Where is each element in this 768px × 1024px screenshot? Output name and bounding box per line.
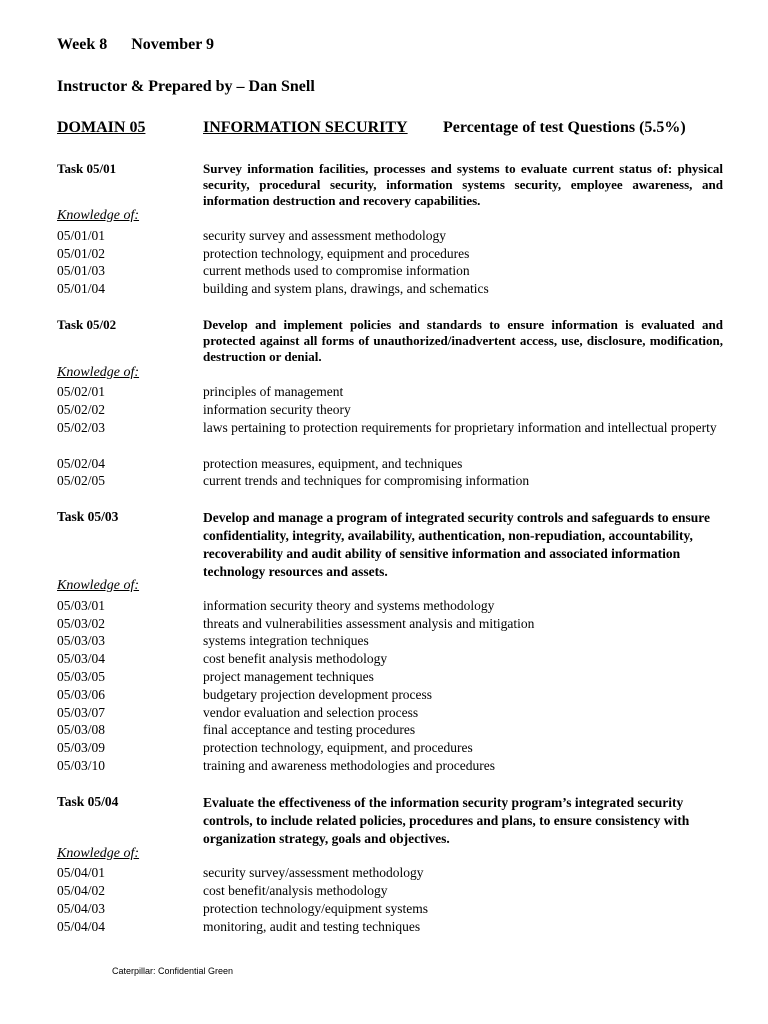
knowledge-text: protection technology, equipment and procedures xyxy=(203,246,470,261)
knowledge-text: current trends and techniques for compromising information xyxy=(203,473,530,488)
knowledge-code: 05/04/04 xyxy=(57,919,106,934)
knowledge-code: 05/03/10 xyxy=(57,758,106,773)
task-description: Develop and manage a program of integrated security controls and safeguards to ensure confidentiality, integrity, availability, authentication, non-repudiation, accountability, recoverability and audit ability of sensitive information and associated information technology resources and assets. xyxy=(203,510,710,579)
knowledge-code: 05/03/03 xyxy=(57,633,106,648)
knowledge-code: 05/04/01 xyxy=(57,865,106,880)
task-id: Task 05/01 xyxy=(57,161,117,176)
domain-percentage: Percentage of test Questions (5.5%) xyxy=(443,119,686,136)
knowledge-code: 05/02/01 xyxy=(57,384,106,399)
task-id: Task 05/02 xyxy=(57,317,117,332)
knowledge-code: 05/01/04 xyxy=(57,281,106,296)
knowledge-code: 05/03/08 xyxy=(57,722,106,737)
knowledge-code: 05/04/03 xyxy=(57,901,106,916)
knowledge-code: 05/03/01 xyxy=(57,598,106,613)
knowledge-text: threats and vulnerabilities assessment analysis and mitigation xyxy=(203,616,535,631)
knowledge-text: protection measures, equipment, and techniques xyxy=(203,456,463,471)
knowledge-code: 05/01/02 xyxy=(57,246,106,261)
knowledge-text: budgetary projection development process xyxy=(203,687,433,702)
knowledge-code: 05/01/01 xyxy=(57,228,106,243)
week-date: November 9 xyxy=(131,36,215,53)
knowledge-code: 05/03/02 xyxy=(57,616,106,631)
knowledge-code: 05/03/07 xyxy=(57,705,106,720)
knowledge-code: 05/02/05 xyxy=(57,473,106,488)
task-description: Evaluate the effectiveness of the information security program’s integrated security controls, to include related policies, procedures and plans, to ensure consistency with organization strategy, goals and objectives. xyxy=(203,795,690,846)
knowledge-text: project management techniques xyxy=(203,669,374,684)
knowledge-heading: Knowledge of: xyxy=(57,846,140,861)
knowledge-code: 05/03/05 xyxy=(57,669,106,684)
knowledge-text: monitoring, audit and testing techniques xyxy=(203,919,421,934)
knowledge-code: 05/02/02 xyxy=(57,402,106,417)
knowledge-text: final acceptance and testing procedures xyxy=(203,722,416,737)
knowledge-text: protection technology/equipment systems xyxy=(203,901,428,916)
knowledge-text: security survey and assessment methodology xyxy=(203,228,446,243)
knowledge-code: 05/01/03 xyxy=(57,263,106,278)
confidentiality-footer: Caterpillar: Confidential Green xyxy=(112,966,234,976)
knowledge-code: 05/02/03 xyxy=(57,420,106,435)
domain-code: DOMAIN 05 xyxy=(57,119,146,136)
task-description: Survey information facilities, processes and systems to evaluate current status of: physical security, procedural security, information systems security, employee awareness, and information destruction and recovery capabilities. xyxy=(203,161,723,208)
knowledge-code: 05/02/04 xyxy=(57,456,106,471)
knowledge-text: principles of management xyxy=(203,384,344,399)
task-id: Task 05/03 xyxy=(57,509,119,524)
knowledge-text: cost benefit/analysis methodology xyxy=(203,883,388,898)
knowledge-text: systems integration techniques xyxy=(203,633,369,648)
knowledge-text: laws pertaining to protection requirements for proprietary information and intellectual property xyxy=(203,420,717,435)
domain-title: INFORMATION SECURITY xyxy=(203,119,408,136)
instructor-line: Instructor & Prepared by – Dan Snell xyxy=(57,78,315,95)
knowledge-code: 05/04/02 xyxy=(57,883,106,898)
week-label: Week 8 xyxy=(57,36,108,53)
knowledge-text: building and system plans, drawings, and schematics xyxy=(203,281,489,296)
week-heading xyxy=(57,36,214,54)
knowledge-text: vendor evaluation and selection process xyxy=(203,705,419,720)
task-description: Develop and implement policies and standards to ensure information is evaluated and protected against all forms of unauthorized/inadvertent access, use, disclosure, modification, destruction or denial. xyxy=(203,317,723,364)
knowledge-text: cost benefit analysis methodology xyxy=(203,651,388,666)
knowledge-code: 05/03/04 xyxy=(57,651,106,666)
knowledge-heading: Knowledge of: xyxy=(57,365,140,380)
knowledge-heading: Knowledge of: xyxy=(57,208,140,223)
knowledge-text: information security theory and systems methodology xyxy=(203,598,495,613)
knowledge-text: security survey/assessment methodology xyxy=(203,865,424,880)
knowledge-text: information security theory xyxy=(203,402,351,417)
knowledge-text: training and awareness methodologies and procedures xyxy=(203,758,496,773)
knowledge-text: current methods used to compromise information xyxy=(203,263,470,278)
knowledge-heading: Knowledge of: xyxy=(57,578,140,593)
knowledge-text: protection technology, equipment, and procedures xyxy=(203,740,473,755)
task-id: Task 05/04 xyxy=(57,794,119,809)
knowledge-code: 05/03/06 xyxy=(57,687,106,702)
knowledge-code: 05/03/09 xyxy=(57,740,106,755)
